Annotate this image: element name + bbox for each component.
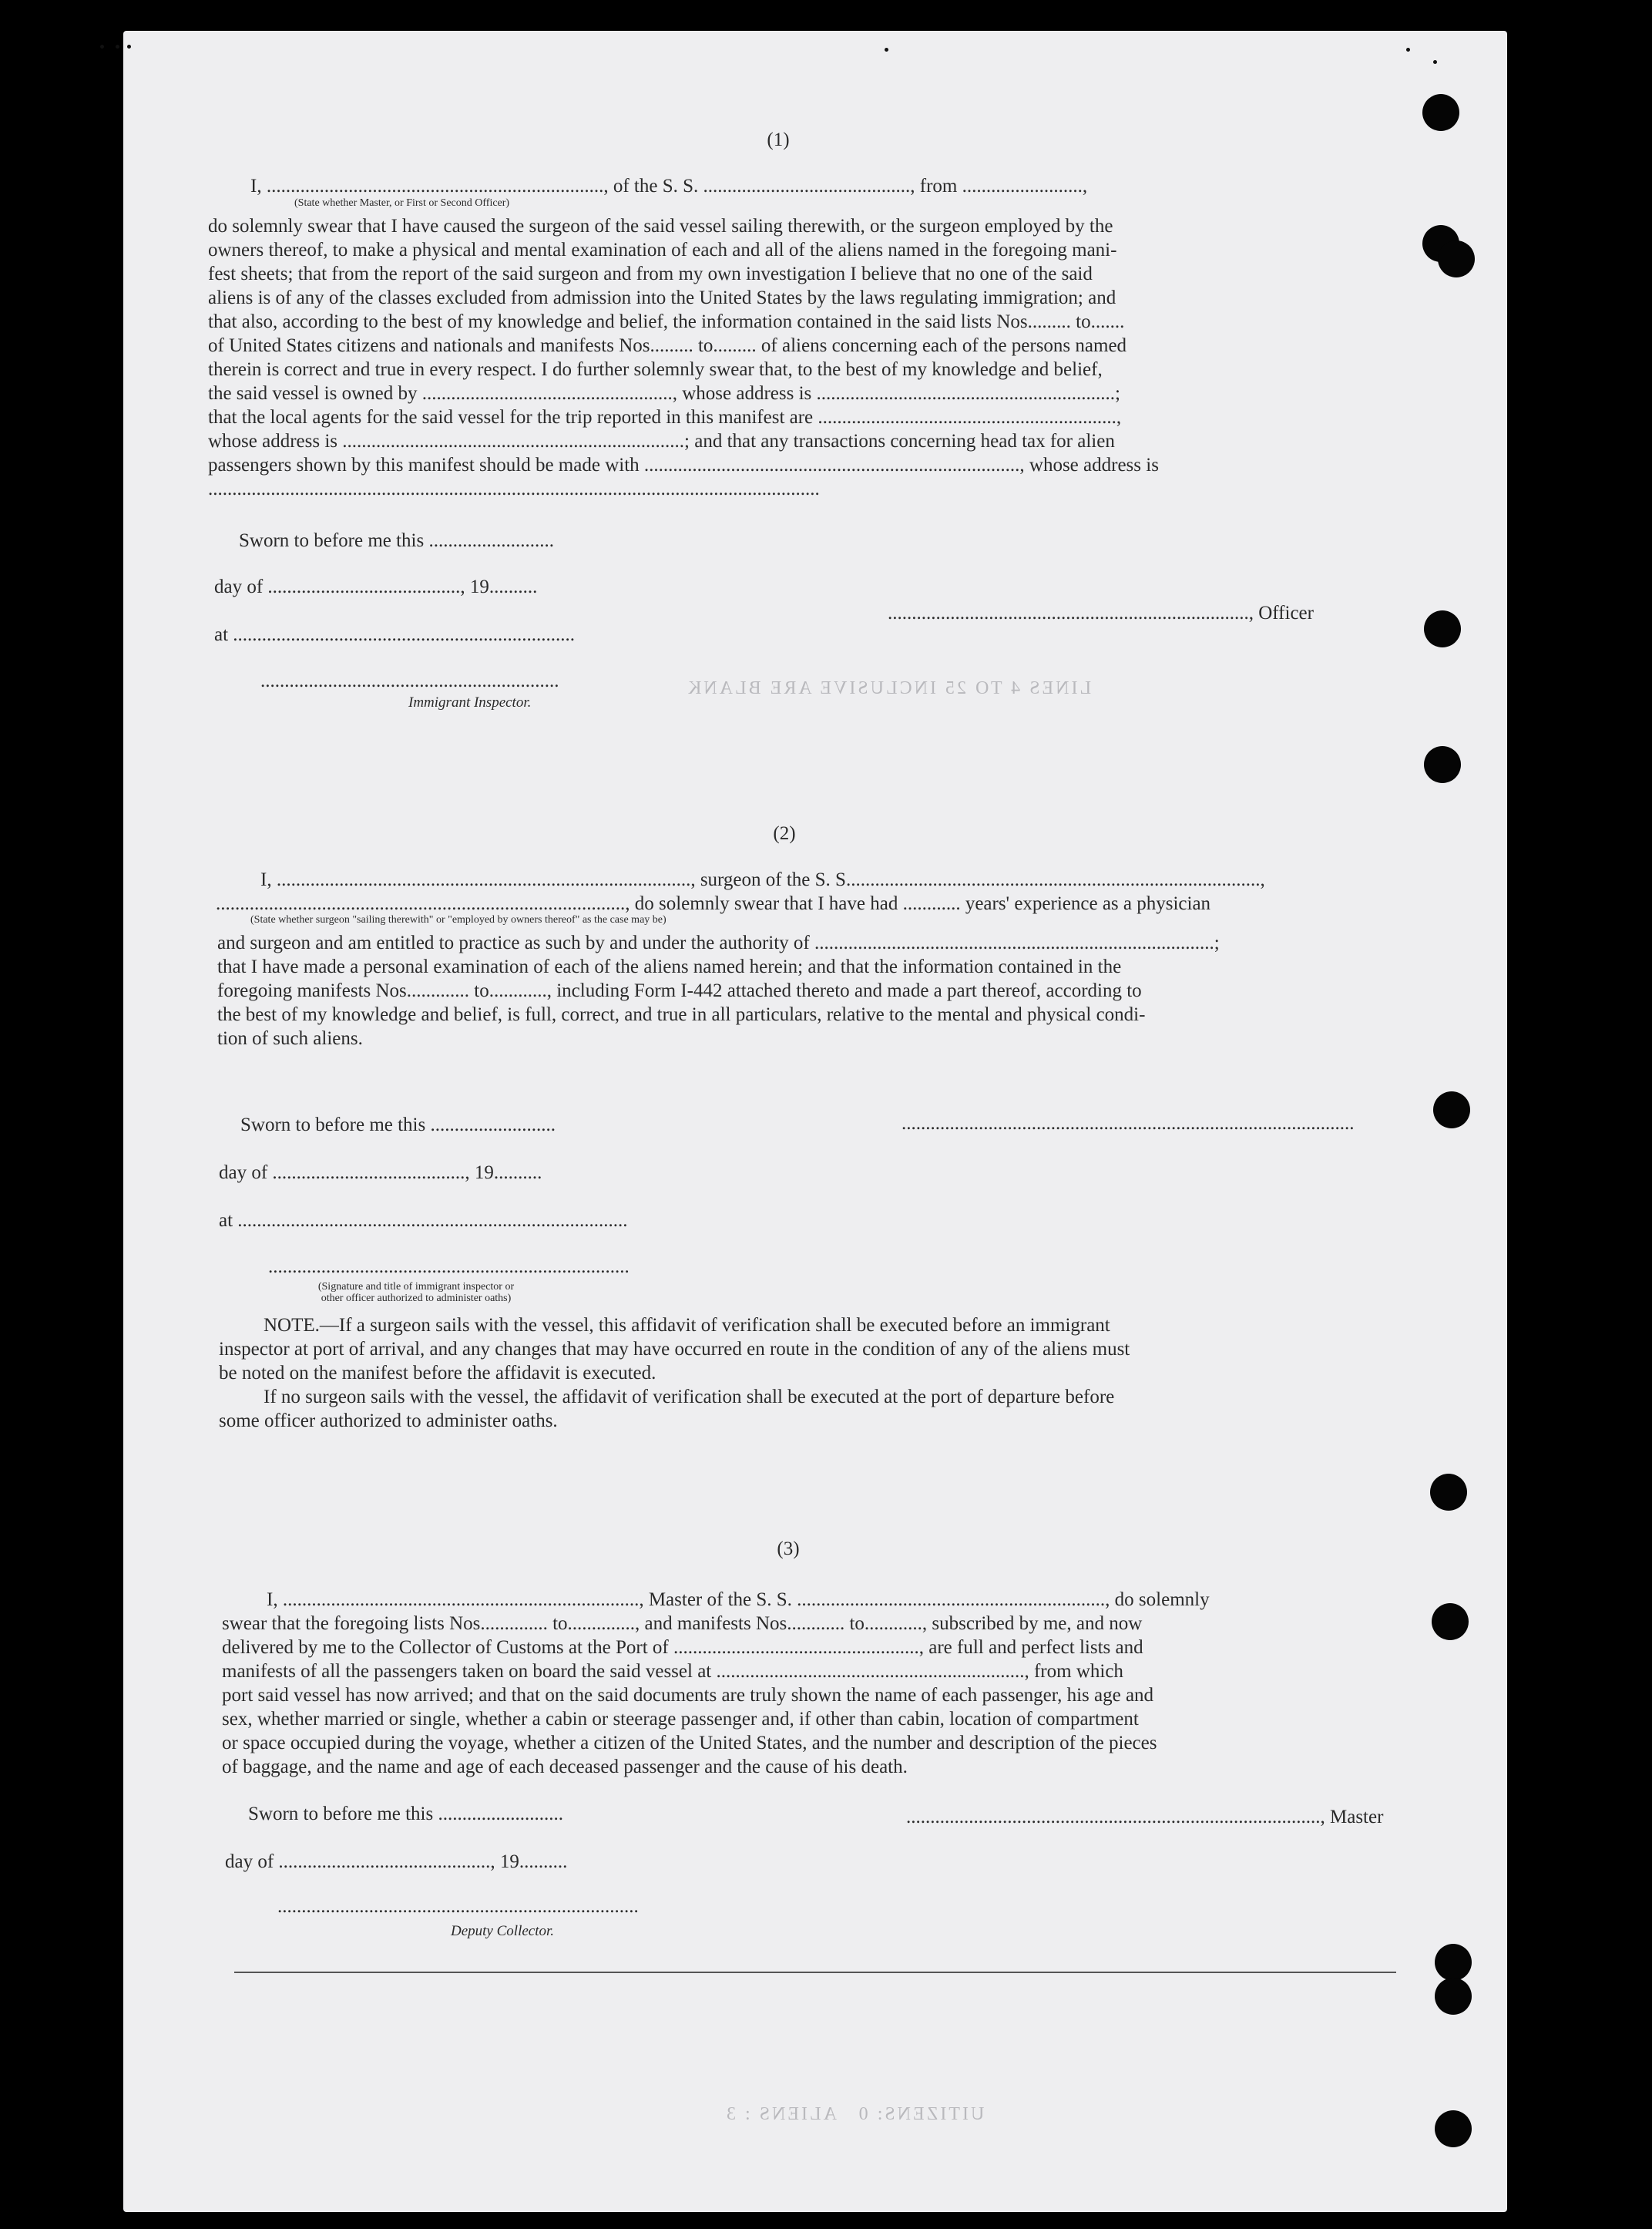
section2-line1: I, ......................................................................................, surgeon of the S. S......................................................................................, bbox=[260, 869, 1265, 890]
scan-speck bbox=[127, 45, 131, 49]
section2-day: day of ........................................, 19.......... bbox=[219, 1162, 542, 1183]
bleed-through-text: LINES 4 TO 25 INCLUSIVE ARE BLANK bbox=[686, 678, 1092, 698]
section1-officer-signature: ..........................................................................., Officer bbox=[888, 603, 1314, 624]
body-line: manifests of all the passengers taken on board the said vessel at ................................................................, from which bbox=[222, 1661, 1123, 1682]
body-line: therein is correct and true in every respect. I do further solemnly swear that, to the best of my knowledge and belief, bbox=[208, 359, 1103, 380]
body-line: port said vessel has now arrived; and that on the said documents are truly shown the name of each passenger, his age and bbox=[222, 1685, 1154, 1706]
section1-inspector-label: Immigrant Inspector. bbox=[408, 694, 532, 711]
section3-number: (3) bbox=[777, 1538, 800, 1559]
section1-number: (1) bbox=[767, 129, 790, 150]
body-line: or space occupied during the voyage, whether a citizen of the United States, and the number and description of the pieces bbox=[222, 1733, 1157, 1753]
section2-signature-line: ........................................................................... bbox=[268, 1256, 630, 1277]
binding-hole bbox=[1435, 1978, 1472, 2015]
body-line: aliens is of any of the classes excluded from admission into the United States by the laws regulating immigration; and bbox=[208, 287, 1116, 308]
body-line: that I have made a personal examination of each of the aliens named herein; and that the information contained in the bbox=[217, 956, 1122, 977]
binding-hole bbox=[1424, 746, 1461, 783]
section1-day: day of ........................................, 19.......... bbox=[214, 577, 538, 597]
section3-master-signature: ......................................................................................, Master bbox=[906, 1807, 1384, 1827]
bleed-through-footer: UITIZENS: 0 ALIENS : 3 bbox=[724, 2104, 985, 2124]
section3-day: day of ............................................, 19.......... bbox=[225, 1851, 568, 1872]
note-line: inspector at port of arrival, and any changes that may have occurred en route in the condition of any of the aliens must bbox=[219, 1339, 1130, 1360]
scan-speck bbox=[1433, 60, 1437, 64]
note-line: NOTE.—If a surgeon sails with the vessel, this affidavit of verification shall be executed before an immigrant bbox=[264, 1315, 1110, 1336]
scan-speck bbox=[100, 45, 104, 49]
binding-hole bbox=[1435, 2110, 1472, 2147]
section2-sworn: Sworn to before me this .......................... bbox=[240, 1114, 556, 1135]
body-line: of baggage, and the name and age of each deceased passenger and the cause of his death. bbox=[222, 1757, 908, 1777]
section3-collector-line: ........................................................................... bbox=[277, 1896, 639, 1917]
binding-hole bbox=[1422, 94, 1459, 131]
section1-at: at ....................................................................... bbox=[214, 624, 576, 645]
section2-line2-sublabel: (State whether surgeon "sailing therewith" or "employed by owners thereof" as the case may be) bbox=[250, 914, 667, 926]
binding-hole bbox=[1430, 1474, 1467, 1511]
body-line: delivered by me to the Collector of Customs at the Port of ..................................................., are full and perfect lists and bbox=[222, 1637, 1143, 1658]
binding-hole bbox=[1432, 1603, 1469, 1640]
binding-hole bbox=[1435, 1944, 1472, 1981]
body-line: whose address is .......................................................................; and that any transactions concerning head tax for alien bbox=[208, 431, 1115, 452]
body-line: fest sheets; that from the report of the said surgeon and from my own investigation I believe that no one of the said bbox=[208, 264, 1093, 284]
body-line: the said vessel is owned by ...................................................., whose address is ..............................................................; bbox=[208, 383, 1120, 404]
bottom-rule bbox=[234, 1972, 1396, 1973]
body-line: and surgeon and am entitled to practice as such by and under the authority of ...................................................................................; bbox=[217, 933, 1220, 953]
section1-inspector-line: .............................................................. bbox=[260, 671, 559, 691]
note-line: be noted on the manifest before the affidavit is executed. bbox=[219, 1363, 656, 1383]
manifest-affidavit-page bbox=[123, 31, 1507, 2212]
body-line: foregoing manifests Nos............. to............, including Form I-442 attached thereto and made a part thereof, according to bbox=[217, 980, 1142, 1001]
scan-speck bbox=[885, 48, 888, 52]
section1-line1-sublabel: (State whether Master, or First or Second Officer) bbox=[294, 197, 510, 209]
body-line: the best of my knowledge and belief, is full, correct, and true in all particulars, relative to the mental and physical condi- bbox=[217, 1004, 1146, 1025]
body-line: sex, whether married or single, whether a cabin or steerage passenger and, if other than cabin, location of compartment bbox=[222, 1709, 1139, 1730]
body-line: ............................................................................................................................... bbox=[208, 479, 820, 499]
binding-hole bbox=[1424, 610, 1461, 647]
section3-collector-label: Deputy Collector. bbox=[451, 1923, 555, 1939]
section2-line2: ....................................................................................., do solemnly swear that I have had ............ years' experience as a physician bbox=[216, 893, 1211, 914]
binding-hole bbox=[1438, 240, 1475, 277]
note-line: If no surgeon sails with the vessel, the affidavit of verification shall be executed at the port of departure before bbox=[264, 1387, 1115, 1407]
section2-signature-label: (Signature and title of immigrant inspector or other officer authorized to administer oaths) bbox=[317, 1281, 515, 1304]
section1-sworn: Sworn to before me this .......................... bbox=[239, 530, 554, 551]
body-line: that the local agents for the said vessel for the trip reported in this manifest are .............................................................., bbox=[208, 407, 1122, 428]
note-line: some officer authorized to administer oaths. bbox=[219, 1410, 558, 1431]
body-line: I, .........................................................................., Master of the S. S. ................................................................, do solemnly bbox=[267, 1589, 1210, 1610]
binding-hole bbox=[1433, 1091, 1470, 1128]
scan-speck bbox=[1406, 48, 1410, 52]
body-line: swear that the foregoing lists Nos.............. to.............., and manifests Nos............ to............, subscribed by me, and now bbox=[222, 1613, 1143, 1634]
body-line: owners thereof, to make a physical and mental examination of each and all of the aliens named in the foregoing mani- bbox=[208, 240, 1117, 261]
section2-right-signature-line: .............................................................................................. bbox=[902, 1113, 1355, 1134]
body-line: passengers shown by this manifest should be made with .............................................................................., whose address is bbox=[208, 455, 1159, 476]
body-line: tion of such aliens. bbox=[217, 1028, 363, 1049]
body-line: that also, according to the best of my knowledge and belief, the information contained in the said lists Nos......... to....... bbox=[208, 311, 1125, 332]
section2-number: (2) bbox=[773, 823, 796, 844]
body-line: of United States citizens and nationals and manifests Nos......... to......... of aliens concerning each of the persons named bbox=[208, 335, 1127, 356]
section1-line1: I, ......................................................................, of the S. S. ..........................................., from ........................., bbox=[250, 176, 1088, 197]
body-line: do solemnly swear that I have caused the surgeon of the said vessel sailing therewith, or the surgeon employed by the bbox=[208, 216, 1113, 237]
scan-speck bbox=[116, 45, 119, 49]
section2-at: at ................................................................................. bbox=[219, 1210, 628, 1231]
section3-sworn: Sworn to before me this .......................... bbox=[248, 1804, 563, 1824]
